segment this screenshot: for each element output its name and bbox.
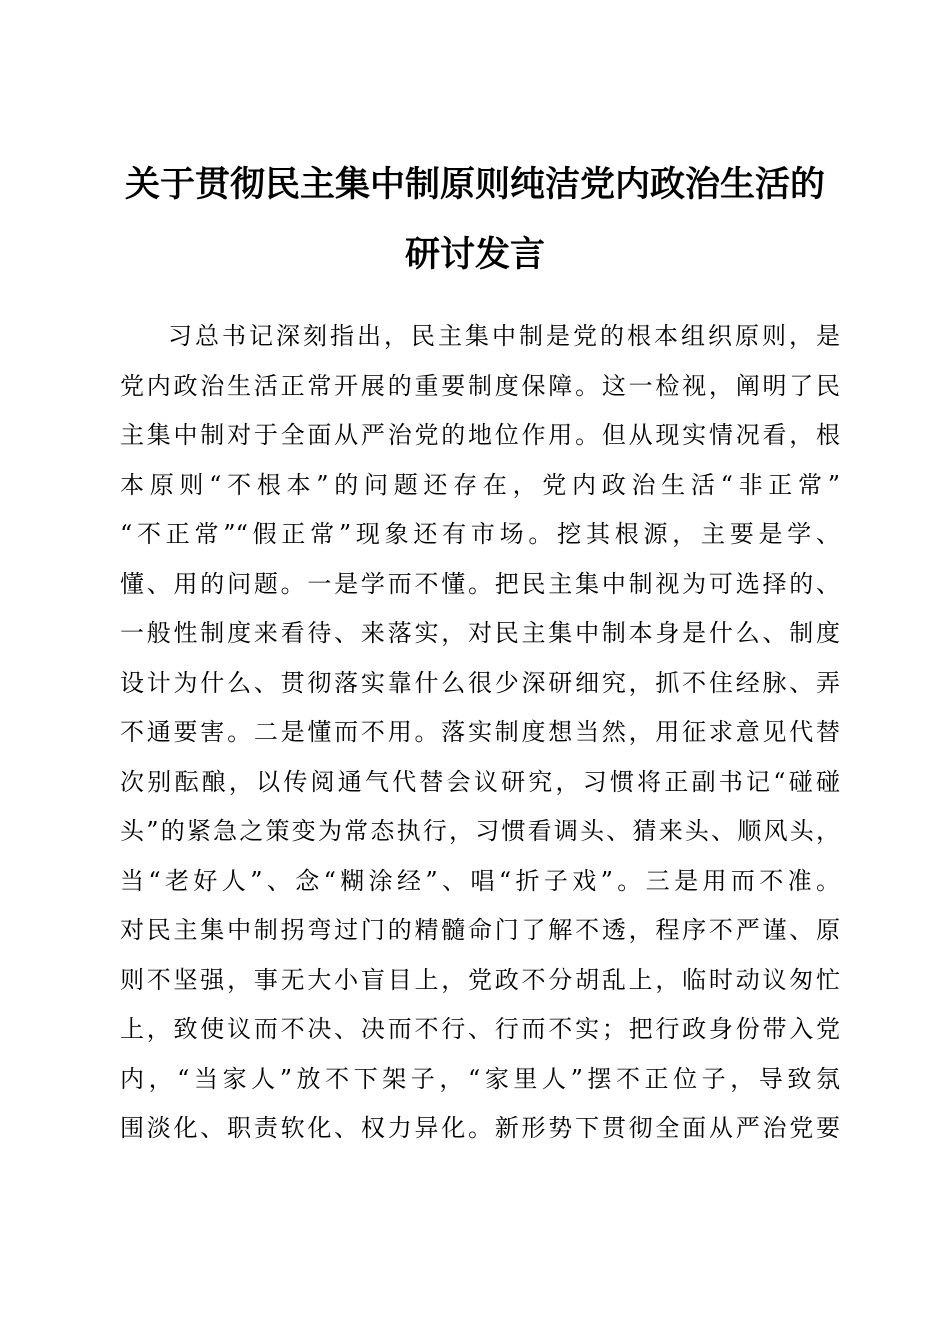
paragraph-line: 设计为什么、贯彻落实靠什么很少深研细究，抓不住经脉、弄 xyxy=(120,668,840,697)
paragraph-line: 次别酝酿，以传阅通气代替会议研究，习惯将正副书记“碰碰 xyxy=(120,767,840,796)
paragraph-line: 本原则“不根本”的问题还存在，党内政治生活“非正常” xyxy=(120,470,840,499)
paragraph-line: 懂、用的问题。一是学而不懂。把民主集中制视为可选择的、 xyxy=(120,569,840,598)
paragraph-line: 围淡化、职责软化、权力异化。新形势下贯彻全面从严治党要 xyxy=(120,1114,840,1142)
paragraph-line: 内，“当家人”放不下架子，“家里人”摆不正位子，导致氛 xyxy=(120,1064,840,1093)
paragraph-line: “不正常”“假正常”现象还有市场。挖其根源，主要是学、 xyxy=(120,520,840,548)
paragraph-line: 上，致使议而不决、决而不行、行而不实；把行政身份带入党 xyxy=(120,1015,840,1043)
paragraph-line: 党内政治生活正常开展的重要制度保障。这一检视，阐明了民 xyxy=(120,371,840,400)
body-paragraph xyxy=(120,312,840,1154)
paragraph-line: 对民主集中制拐弯过门的精髓命门了解不透，程序不严谨、原 xyxy=(120,916,840,944)
paragraph-line: 当“老好人”、念“糊涂经”、唱“折子戏”。三是用而不准。 xyxy=(120,866,840,895)
paragraph-line: 不通要害。二是懂而不用。落实制度想当然，用征求意见代替 xyxy=(120,718,840,746)
document-title-line-1: 关于贯彻民主集中制原则纯洁党内政治生活的 xyxy=(124,164,825,205)
paragraph-line: 则不坚强，事无大小盲目上，党政不分胡乱上，临时动议匆忙 xyxy=(120,965,840,994)
paragraph-line: 主集中制对于全面从严治党的地位作用。但从现实情况看，根 xyxy=(120,421,840,449)
paragraph-line: 习总书记深刻指出，民主集中制是党的根本组织原则，是 xyxy=(168,322,840,350)
paragraph-line: 头”的紧急之策变为常态执行，习惯看调头、猜来头、顺风头， xyxy=(120,817,840,845)
paragraph-line: 一般性制度来看待、来落实，对民主集中制本身是什么、制度 xyxy=(120,619,840,647)
document-title-line-2: 研讨发言 xyxy=(404,234,545,275)
